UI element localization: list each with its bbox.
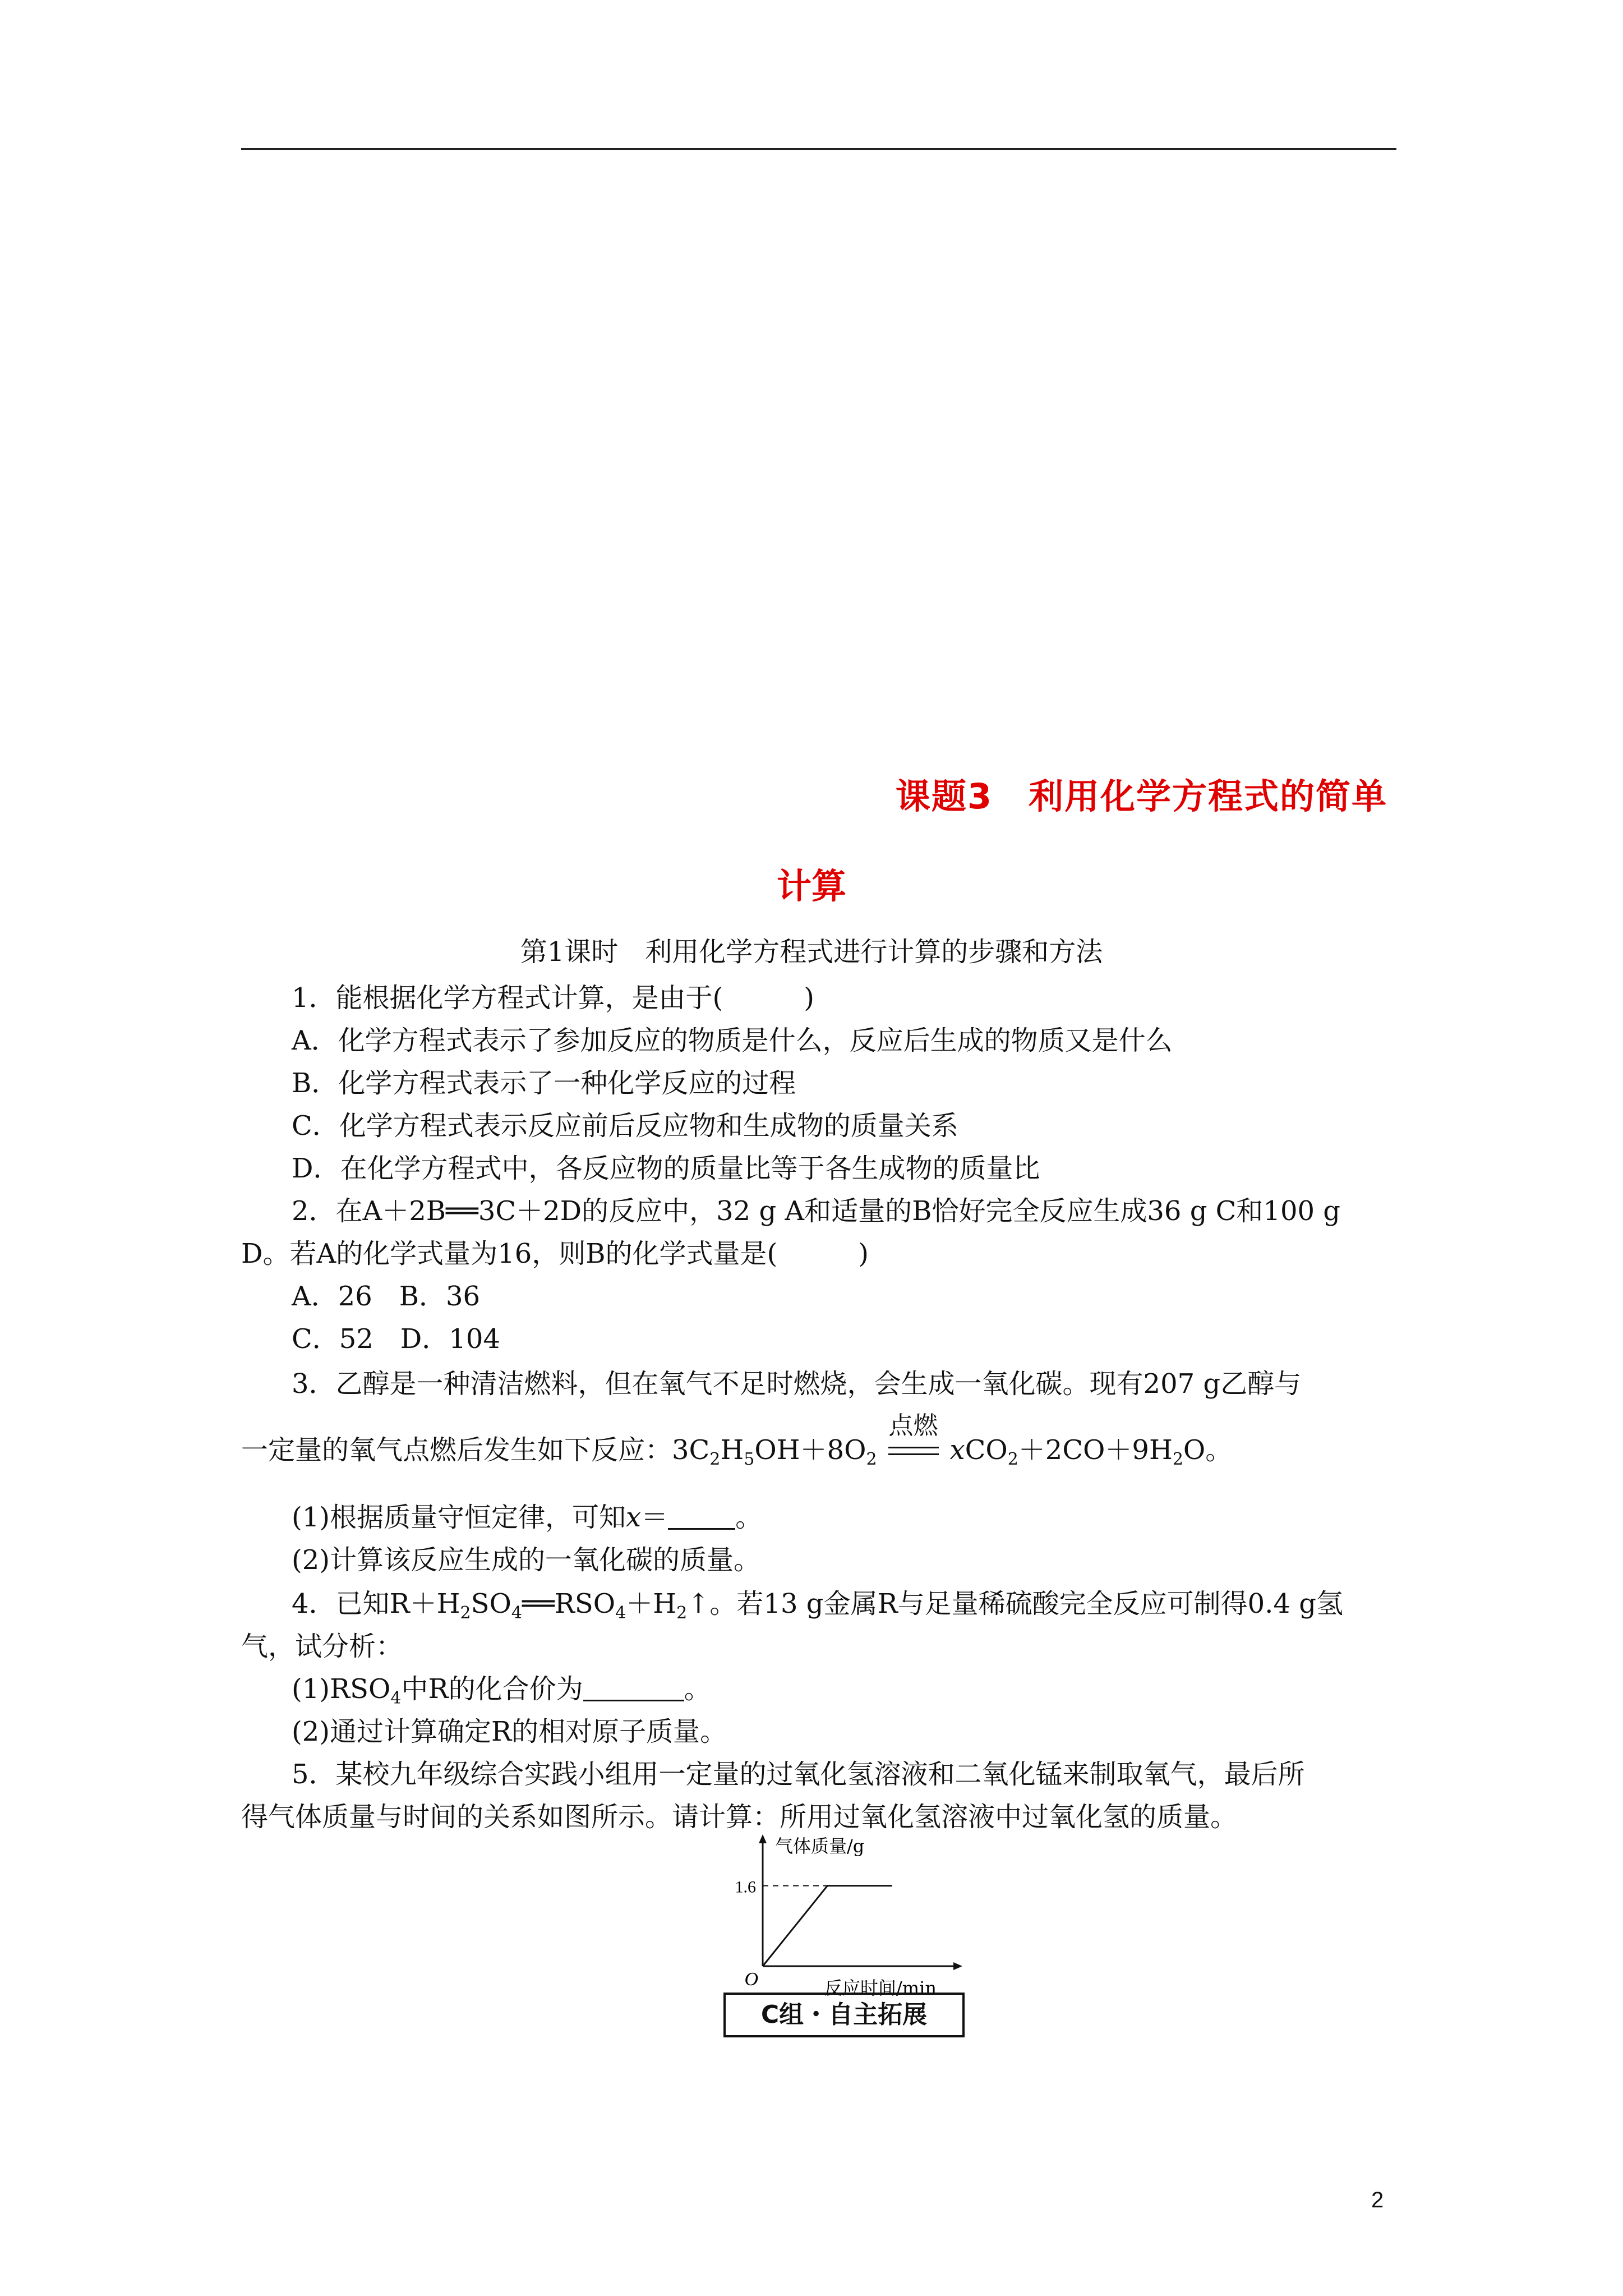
q4-line2: 气，试分析： (241, 1631, 403, 1662)
q1-option-b: B．化学方程式表示了一种化学反应的过程 (292, 1068, 796, 1099)
q3-line2 (241, 1411, 1233, 1469)
q3-answer-blank[interactable] (668, 1506, 735, 1530)
reaction-arrow (888, 1411, 939, 1464)
q3-sub2: (2)计算该反应生成的一氧化碳的质量。 (292, 1544, 760, 1576)
section-badge: C组・自主拓展 (723, 1993, 965, 2037)
q2-stem-line2: D。若A的化学式量为16，则B的化学式量是( ) (241, 1238, 869, 1269)
page-number: 2 (1371, 2188, 1384, 2212)
q3-variable: x (626, 1502, 642, 1533)
y-axis-label: 气体质量/g (775, 1835, 865, 1857)
q3-line2-prefix: 一定量的氧气点燃后发生如下反应： (241, 1434, 672, 1466)
y-axis-arrow (759, 1834, 767, 1843)
q5-line1: 5．某校九年级综合实践小组用一定量的过氧化氢溶液和二氧化锰来制取氧气，最后所 (292, 1759, 1305, 1790)
q3-products: $xCO_2+2CO+9H_2O$。 (949, 1434, 1233, 1469)
y-tick-label: 1.6 (735, 1878, 756, 1897)
q1-stem: 1．能根据化学方程式计算，是由于( ) (292, 982, 814, 1014)
lesson-title-continued: 计算 (776, 866, 846, 907)
q5-line2: 得气体质量与时间的关系如图所示。请计算：所用过氧化氢溶液中过氧化氢的质量。 (241, 1801, 1238, 1833)
q4-formula: $(1)RSO_4$ (292, 1673, 402, 1708)
q1-option-c: C．化学方程式表示反应前后反应物和生成物的质量关系 (292, 1110, 958, 1142)
lesson-title: 课题3 利用化学方程式的简单 (895, 776, 1387, 817)
reaction-condition: 点燃 (888, 1411, 938, 1440)
x-axis-label: 反应时间/min (824, 1977, 937, 1997)
q4-answer-blank[interactable] (583, 1677, 684, 1701)
q2-stem-line1: 2．在A＋2B══3C＋2D的反应中，32 g A和适量的B恰好完全反应生成36 g C和100 g (292, 1195, 1341, 1227)
q4-sub1: $(1)RSO_4$中R的化合价为 。 (292, 1673, 711, 1708)
q4-sub2: (2)通过计算确定R的相对原子质量。 (292, 1716, 727, 1747)
header-rule (241, 148, 1396, 150)
q4-line1: 4．已知$R+H_2SO_4══RSO_4+H_2↑$。若13 g金属R与足量稀硫酸完全反应可制得0.4 g氢 (292, 1588, 1343, 1623)
q1-option-a: A．化学方程式表示了参加反应的物质是什么，反应后生成的物质又是什么 (292, 1025, 1173, 1056)
section-subtitle: 第1课时 利用化学方程式进行计算的步骤和方法 (520, 936, 1103, 968)
gas-mass-time-chart (712, 1834, 981, 1997)
q4-equation: 4．已知$R+H_2SO_4══RSO_4+H_2↑$ (292, 1588, 710, 1623)
origin-label: O (744, 1969, 758, 1990)
q3-sub1: (1)根据质量守恒定律，可知x＝ 。 (292, 1502, 763, 1533)
q3-equation: $3C_2H_5OH+8O_2$ (672, 1434, 877, 1469)
q2-options-row1: A．26 B．36 (292, 1281, 481, 1312)
series-line (763, 1886, 892, 1966)
q1-option-d: D．在化学方程式中，各反应物的质量比等于各生成物的质量比 (292, 1153, 1040, 1184)
q3-line1: 3．乙醇是一种清洁燃料，但在氧气不足时燃烧，会生成一氧化碳。现有207 g乙醇与 (292, 1368, 1302, 1400)
x-axis-arrow (953, 1962, 962, 1970)
q2-options-row2: C．52 D．104 (292, 1323, 500, 1355)
